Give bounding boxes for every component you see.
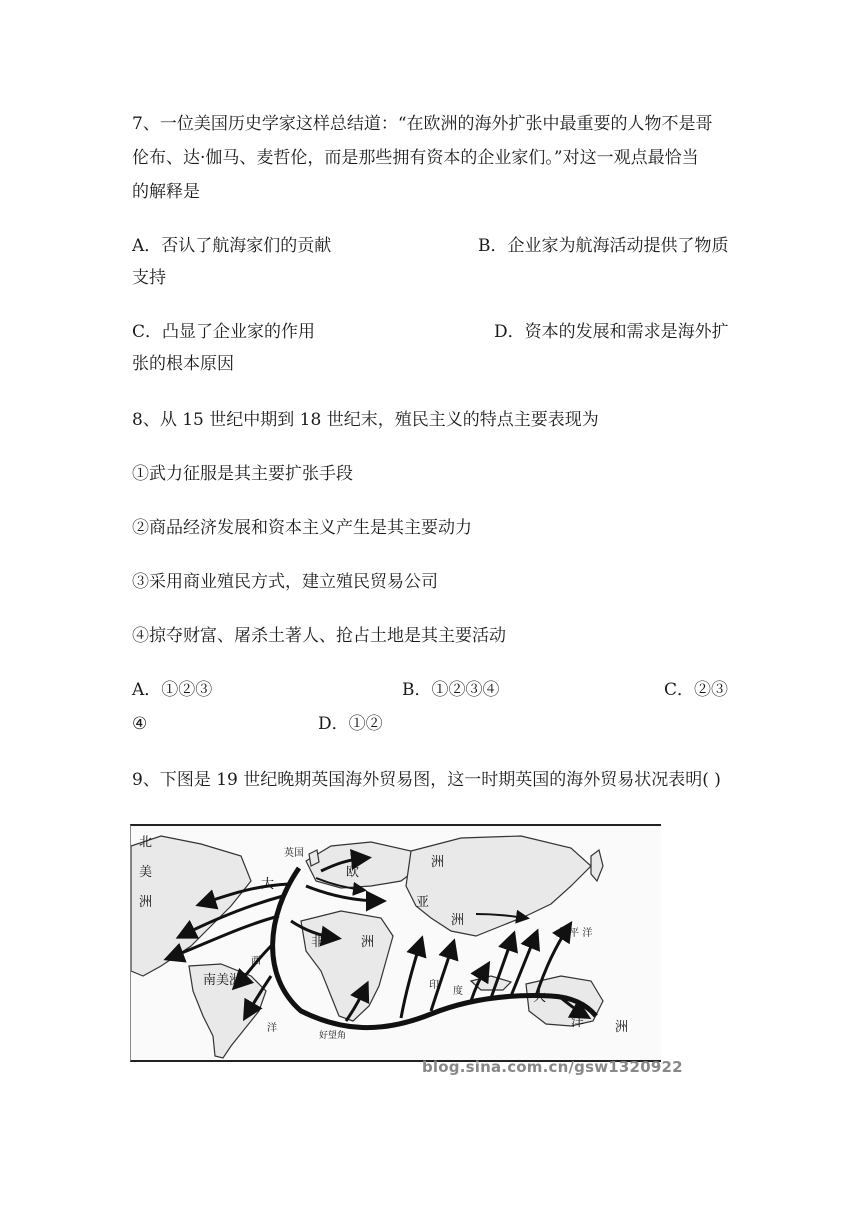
label-africa: 非 <box>311 935 325 950</box>
q7-option-b-cont: 支持 <box>132 268 166 288</box>
q7-option-d: D．资本的发展和需求是海外扩 <box>494 322 729 342</box>
q8-item-2: ②商品经济发展和资本主义产生是其主要动力 <box>132 518 472 538</box>
q8-item-3: ③采用商业殖民方式，建立殖民贸易公司 <box>132 572 438 592</box>
label-continent-eu: 洲 <box>431 855 445 870</box>
q8-option-c-cont: ④ <box>132 714 148 734</box>
q7-option-b: B．企业家为航海活动提供了物质 <box>478 236 729 256</box>
label-continent-af: 洲 <box>361 935 375 950</box>
label-da: 大 <box>261 877 275 892</box>
q7-option-d-cont: 张的根本原因 <box>132 354 234 374</box>
label-pacific: 太 平 洋 <box>556 928 593 939</box>
q7-option-a: A．否认了航海家们的贡献 <box>132 236 332 256</box>
label-south-america: 南美洲 <box>203 973 243 988</box>
label-north: 北 <box>139 835 153 850</box>
label-continent-oc: 洲 <box>615 1020 629 1035</box>
q8-option-c: C．②③ <box>664 680 729 700</box>
japan-shape <box>591 850 603 881</box>
label-continent1: 洲 <box>139 895 153 910</box>
label-oceania: 洋 <box>571 1015 585 1030</box>
trade-map-figure <box>130 824 661 1062</box>
asia-shape <box>406 836 591 936</box>
label-continent-as: 洲 <box>451 913 465 928</box>
label-yin: 印 <box>429 980 439 991</box>
label-da2: 大 <box>533 990 547 1005</box>
q8-option-d: D．①② <box>318 714 383 734</box>
label-asia: 亚 <box>416 895 430 910</box>
watermark: blog.sina.com.cn/gsw1320922 <box>422 1058 683 1076</box>
label-yang: 洋 <box>267 1023 277 1034</box>
q9-stem: 9、下图是 19 世纪晚期英国海外贸易图，这一时期英国的海外贸易状况表明( ) <box>132 770 721 790</box>
label-cape: 好望角 <box>319 1031 347 1041</box>
label-europe: 欧 <box>346 865 360 880</box>
label-du: 度 <box>453 986 463 997</box>
q7-stem-line1: 7、一位美国历史学家这样总结道：“在欧洲的海外扩张中最重要的人物不是哥 <box>132 114 713 134</box>
q8-stem: 8、从 15 世纪中期到 18 世纪末，殖民主义的特点主要表现为 <box>132 410 599 430</box>
trade-map-svg <box>131 826 661 1060</box>
q8-item-4: ④掠夺财富、屠杀土著人、抢占土地是其主要活动 <box>132 626 506 646</box>
label-west: 西 <box>251 956 261 967</box>
q8-item-1: ①武力征服是其主要扩张手段 <box>132 464 353 484</box>
q8-option-a: A．①②③ <box>132 680 213 700</box>
route-to-india <box>401 941 421 1018</box>
q8-option-b: B．①②③④ <box>402 680 500 700</box>
q7-option-c: C．凸显了企业家的作用 <box>132 322 316 342</box>
q7-stem-line3: 的解释是 <box>132 182 200 202</box>
africa-shape <box>301 911 393 1021</box>
label-britain: 英国 <box>284 848 304 859</box>
q7-stem-line2: 伦布、达·伽马、麦哲伦，而是那些拥有资本的企业家们。”对这一观点最恰当 <box>132 148 699 168</box>
route-to-india-2 <box>431 944 453 1011</box>
label-america: 美 <box>139 865 153 880</box>
